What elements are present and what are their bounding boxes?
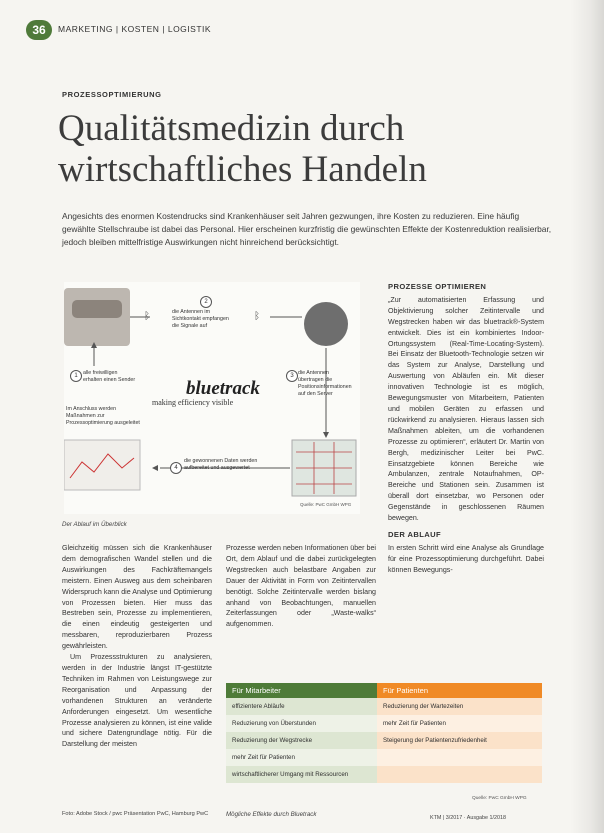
table-credit: Quelle: PwC GmbH WPG	[472, 796, 527, 801]
table-cell: mehr Zeit für Patienten	[377, 715, 542, 732]
analysis-chart-photo	[64, 440, 140, 490]
step-2-number: 2	[200, 296, 212, 308]
table-cell: wirtschaftlicherer Umgang mit Ressourcen	[226, 766, 377, 783]
measures-note: Im Anschluss werden Maßnahmen zur Prozessoptimierung ausgeleitet	[66, 406, 140, 426]
figure-caption: Der Ablauf im Überblick	[62, 521, 127, 528]
subheading: PROZESSE OPTIMIEREN	[388, 282, 487, 291]
figure-credit: Quelle: PwC GmbH WPG	[300, 502, 352, 507]
step-3-number: 3	[286, 370, 298, 382]
table-cell: Reduzierung von Überstunden	[226, 715, 377, 732]
page-footer: KTM | 3/2017 · Ausgabe 1/2018	[430, 815, 507, 821]
paragraph: In ersten Schritt wird eine Analyse als Grundlage für eine Prozessoptimierung durchgeführt. Dabei können Bewegungs-	[388, 543, 544, 574]
table-cell: Steigerung der Patientenzufriedenheit	[377, 732, 542, 749]
table-cell: Reduzierung der Wartezeiten	[377, 698, 542, 715]
table-cell: effizientere Abläufe	[226, 698, 377, 715]
article-kicker: PROZESSOPTIMIERUNG	[62, 90, 162, 99]
header-patients: Für Patienten	[377, 683, 542, 698]
bluetrack-tagline: making efficiency visible	[152, 398, 234, 407]
header-employees: Für Mitarbeiter	[226, 683, 377, 698]
article-lead: Angesichts des enormen Kostendrucks sind Krankenhäuser seit Jahren gezwungen, ihre Kosten zu reduzieren. Eine häufig gewählte Stellschraube ist dabei das Personal. Hier erscheinen kurzfristig die gewünschten Effekte der Kostenreduktion realisierbar, jedoch bleiben mittelfristige Auswirkungen nicht hinreichend berücksichtigt.	[62, 211, 552, 247]
table-row	[226, 732, 542, 749]
article-title: Qualitätsmedizin durch wirtschaftliches Handeln	[58, 108, 427, 190]
table-cell: mehr Zeit für Patienten	[226, 749, 377, 766]
paragraph: Um Prozessstrukturen zu analysieren, werden in der Industrie längst IT-gestützte Techniken im Rahmen von Leistungswege zur Reorganisation und Anpassung der vorhandenen Strukturen an veränderte Anforderungen eingesetzt. Um wesentliche Prozesse analysieren zu können, ist eine valide und sichere Datengrundlage nötig. Für die Darstellung der meisten	[62, 653, 212, 749]
bluetooth-icon: ᛒ	[254, 311, 260, 322]
table-row	[226, 698, 542, 715]
text-column-3	[388, 282, 544, 576]
step-1-number: 1	[70, 370, 82, 382]
table-cell: Reduzierung der Wegstrecke	[226, 732, 377, 749]
step-1-text: alle freiwilligen erhalten einen Sender	[83, 370, 136, 383]
step-3-text: die Antennen übertragen die Positionsinformationen auf den Server	[298, 370, 352, 397]
text-column-1	[62, 543, 212, 750]
table-cell	[377, 749, 542, 766]
table-row	[226, 766, 542, 783]
subheading: DER ABLAUF	[388, 529, 442, 539]
paragraph: „Zur automatisierten Erfassung und Objektivierung solcher Zeitintervalle und Wegstrecken haben wir das bluetrack®-System entwickelt. Dies ist ein kombiniertes Indoor-Ortungssystem (Real-Time-Locating-System). Bei Einsatz der Bluetooth-Technologie setzen wir das System zur Analyse, Darstellung und Auswertung von Abläufen ein. Mit dieser innovativen Technologie ist es möglich, Bewegungsmuster von Mitarbeitern, Patienten und mobilen Geräten zu erfassen und rückwirkend zu analysieren. Hieraus lassen sich Maßnahmen ableiten, um die vorhandenen Prozesse zu optimieren“, erläutert Dr. Martin von Bergh, medizinischer Leiter bei PwC. Einsatzgebiete können Bereiche wie Ambulanzen, zentrale Notaufnahmen, OP-Bereiche und Stationen sein. Zusammen ist überall dort einsetzbar, wo Personen oder Gegenstände in geschlossenen Räumen bewegen.	[388, 295, 544, 523]
scan-shadow	[570, 0, 604, 833]
bluetrack-logo: bluetrack	[186, 378, 260, 399]
paragraph: Gleichzeitig müssen sich die Krankenhäuser dem demografischen Wandel stellen und die Auswirkungen des Fachkräftemangels meistern. Einen Ausweg aus dem scheinbaren Widerspruch kann die Analyse und Optimierung von Prozessen bieten. Hier muss das Bestreben sein, Prozesse zu implementieren, die einen eindeutig gesteigerten und messbaren, reproduzierbaren Prozess gewährleisten.	[62, 544, 212, 651]
text-column-2	[226, 543, 376, 630]
step-4-text: die gewonnenen Daten werden aufbereitet und ausgewertet	[184, 458, 258, 471]
antenna-photo	[304, 302, 348, 346]
table-cell	[377, 766, 542, 783]
step-4-number: 4	[170, 462, 182, 474]
effects-table	[226, 683, 542, 783]
process-diagram	[64, 282, 360, 514]
paragraph: Prozesse werden neben Informationen über bei Ort, dem Ablauf und die dabei zurückgelegten Wegstrecken auch belastbare Angaben zur Dauer der Aktivität in Form von Zeitintervallen benötigt. Solche Zeitintervalle werden bislang anhand von Beobachtungen, manuellen Zeiterfassungen oder „Waste-walks“ aufgenommen.	[226, 544, 376, 629]
section-label: MARKETING | KOSTEN | LOGISTIK	[58, 24, 212, 34]
table-row	[226, 749, 542, 766]
page-number-badge: 36	[26, 20, 52, 40]
photo-credit: Foto: Adobe Stock / pwc Präsentation PwC, Hamburg PwC	[62, 811, 209, 817]
step-2-text: die Antennen im Sichtkontakt empfangen die Signale auf	[172, 309, 229, 329]
bluetooth-icon: ᛒ	[144, 311, 150, 322]
table-header	[226, 683, 542, 698]
table-row	[226, 715, 542, 732]
table-caption: Mögliche Effekte durch Bluetrack	[226, 811, 317, 818]
